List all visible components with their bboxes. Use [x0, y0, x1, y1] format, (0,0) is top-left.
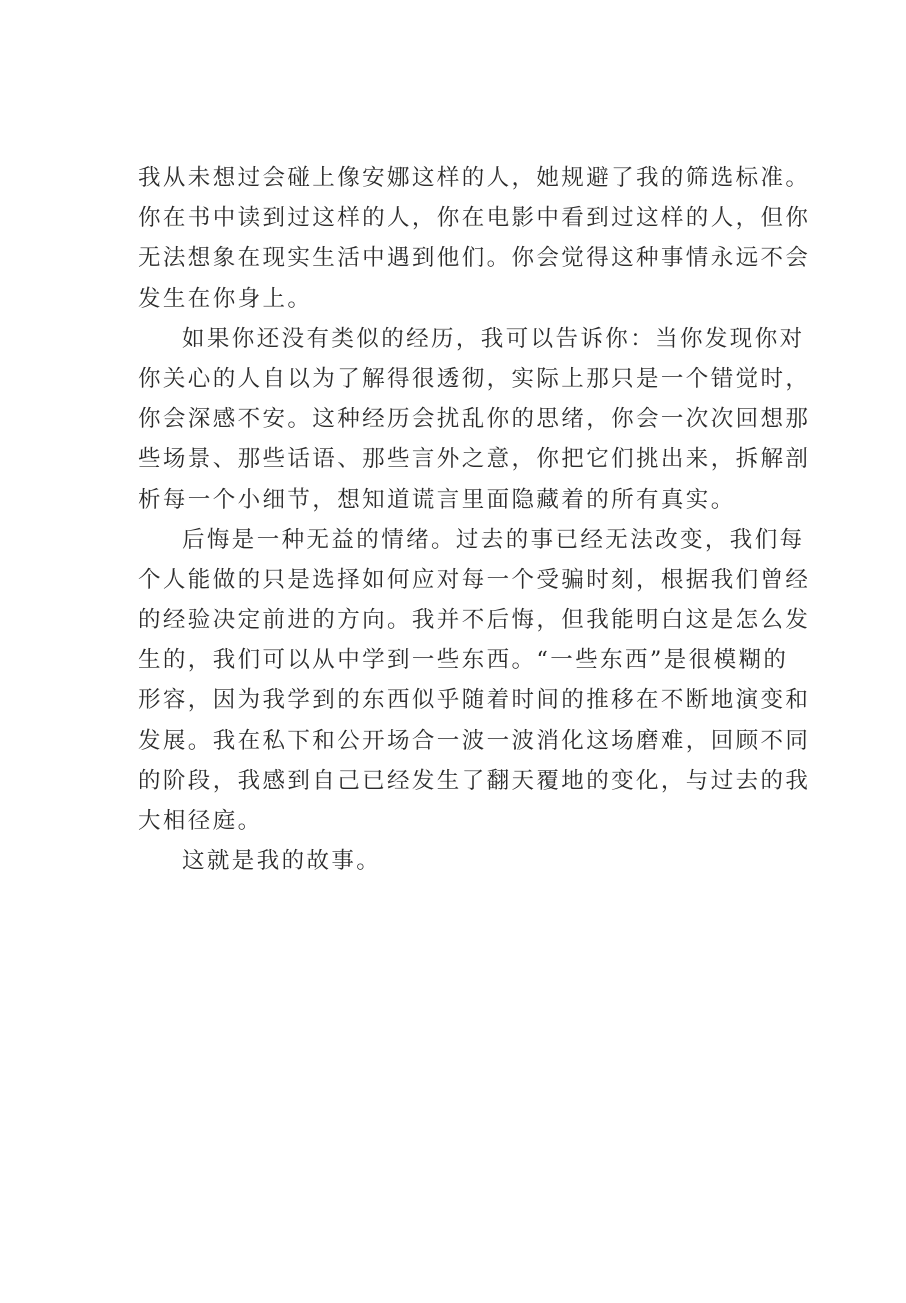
text-line: 形容，因为我学到的东西似乎随着时间的推移在不断地演变和: [138, 687, 811, 714]
text-line: 你会深感不安。这种经历会扰乱你的思绪，你会一次次回想那: [138, 406, 811, 433]
text-line: 析每一个小细节，想知道谎言里面隐藏着的所有真实。: [138, 486, 736, 513]
paragraph-3: [138, 520, 811, 842]
text-line: 后悔是一种无益的情绪。过去的事已经无法改变，我们每: [182, 526, 805, 553]
text-line: 你关心的人自以为了解得很透彻，实际上那只是一个错觉时，: [138, 365, 811, 392]
text-line: 的阶段，我感到自己已经发生了翻天覆地的变化，与过去的我: [138, 767, 811, 794]
text-line: 发生在你身上。: [138, 285, 313, 312]
text-line: 大相径庭。: [138, 808, 263, 834]
text-line: 我从未想过会碰上像安娜这样的人，她规避了我的筛选标准。: [138, 165, 811, 191]
text-line: 这就是我的故事。: [182, 848, 382, 875]
text-line: 个人能做的只是选择如何应对每一个受骗时刻，根据我们曾经: [138, 566, 811, 593]
paragraph-2: [138, 319, 811, 520]
text-line: 无法想象在现实生活中遇到他们。你会觉得这种事情永远不会: [138, 245, 811, 272]
text-line: 生的，我们可以从中学到一些东西。“一些东西”是很模糊的: [138, 647, 789, 674]
paragraph-1: [138, 158, 811, 319]
text-line: 你在书中读到过这样的人，你在电影中看到过这样的人，但你: [138, 205, 811, 232]
text-line: 发展。我在私下和公开场合一波一波消化这场磨难，回顾不同: [138, 727, 811, 754]
body-text: [138, 158, 811, 881]
text-line: 如果你还没有类似的经历，我可以告诉你：当你发现你对: [182, 325, 805, 352]
text-line: 些场景、那些话语、那些言外之意，你把它们挑出来，拆解剖: [138, 446, 811, 473]
paragraph-4: [138, 841, 748, 881]
text-line: 的经验决定前进的方向。我并不后悔，但我能明白这是怎么发: [138, 607, 811, 634]
